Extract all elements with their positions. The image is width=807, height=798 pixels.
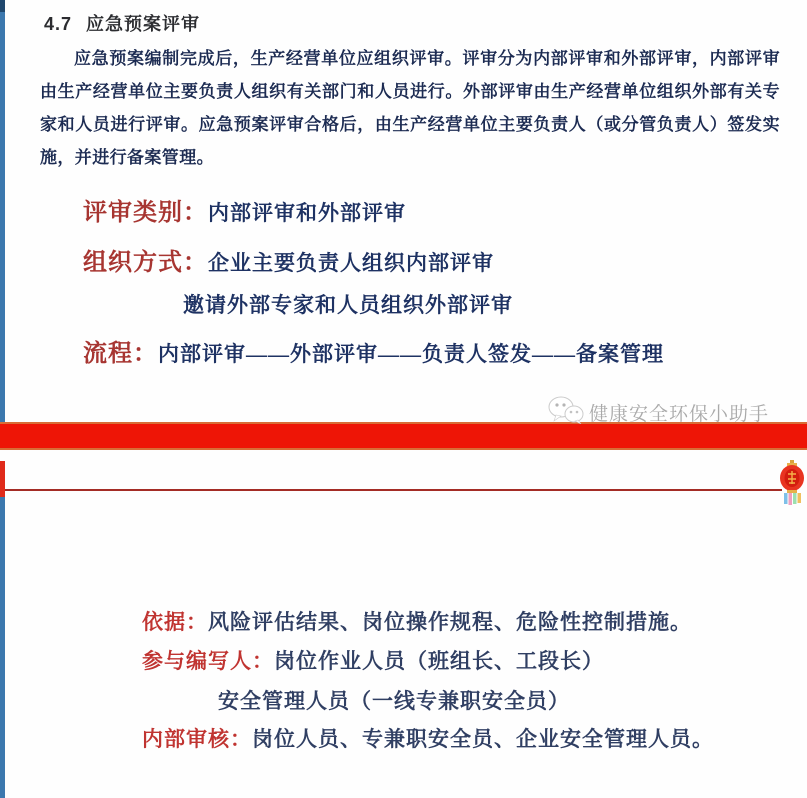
organization-mode-line-2	[183, 289, 513, 319]
red-divider-bar	[0, 422, 807, 450]
watermark-text: 健康安全环保小助手	[589, 403, 770, 425]
basis-value: 风险评估结果、岗位操作规程、危险性控制措施。	[208, 611, 692, 634]
internal-audit-value: 岗位人员、专兼职安全员、企业安全管理人员。	[252, 728, 714, 751]
organization-mode-label: 组织方式：	[83, 250, 208, 276]
left-edge-strip-cap	[0, 0, 5, 12]
red-lantern-icon	[779, 460, 805, 513]
process-label: 流程：	[83, 341, 158, 367]
organization-mode-line	[83, 242, 494, 277]
writers-value-2: 安全管理人员（一线专兼职安全员）	[218, 690, 570, 713]
header-rule-line	[5, 489, 782, 491]
section-title: 应急预案评审	[86, 14, 201, 34]
review-type-value: 内部评审和外部评审	[208, 201, 406, 225]
internal-audit-line	[142, 723, 714, 753]
writers-label: 参与编写人：	[142, 650, 274, 673]
body-paragraph: 应急预案编制完成后，生产经营单位应组织评审。评审分为内部评审和外部评审，内部评审由生产经营单位主要负责人组织有关部门和人员进行。外部评审由生产经营单位组织外部有关专家和人员进行评审。应急预案评审合格后，由生产经营单位主要负责人（或分管负责人）签发实施，并进行备案管理。	[40, 49, 780, 167]
basis-line	[142, 606, 692, 636]
watermark	[548, 398, 769, 426]
writers-value: 岗位作业人员（班组长、工段长）	[274, 650, 604, 673]
review-type-line	[83, 192, 406, 227]
left-edge-strip-red	[0, 461, 5, 497]
organization-mode-value: 企业主要负责人组织内部评审	[208, 251, 494, 275]
internal-audit-label: 内部审核：	[142, 728, 252, 751]
section-number: 4.7	[44, 14, 73, 34]
review-type-label: 评审类别：	[83, 200, 208, 226]
process-line	[83, 333, 664, 368]
section-heading	[44, 10, 200, 36]
organization-mode-value-2: 邀请外部专家和人员组织外部评审	[183, 293, 513, 317]
process-value: 内部评审——外部评审——负责人签发——备案管理	[158, 342, 664, 366]
basis-label: 依据：	[142, 611, 208, 634]
writers-line	[142, 645, 604, 675]
left-edge-strip-top	[0, 0, 5, 423]
wechat-icon	[548, 396, 584, 429]
left-edge-strip-bottom	[0, 497, 5, 798]
writers-line-2	[218, 685, 570, 715]
